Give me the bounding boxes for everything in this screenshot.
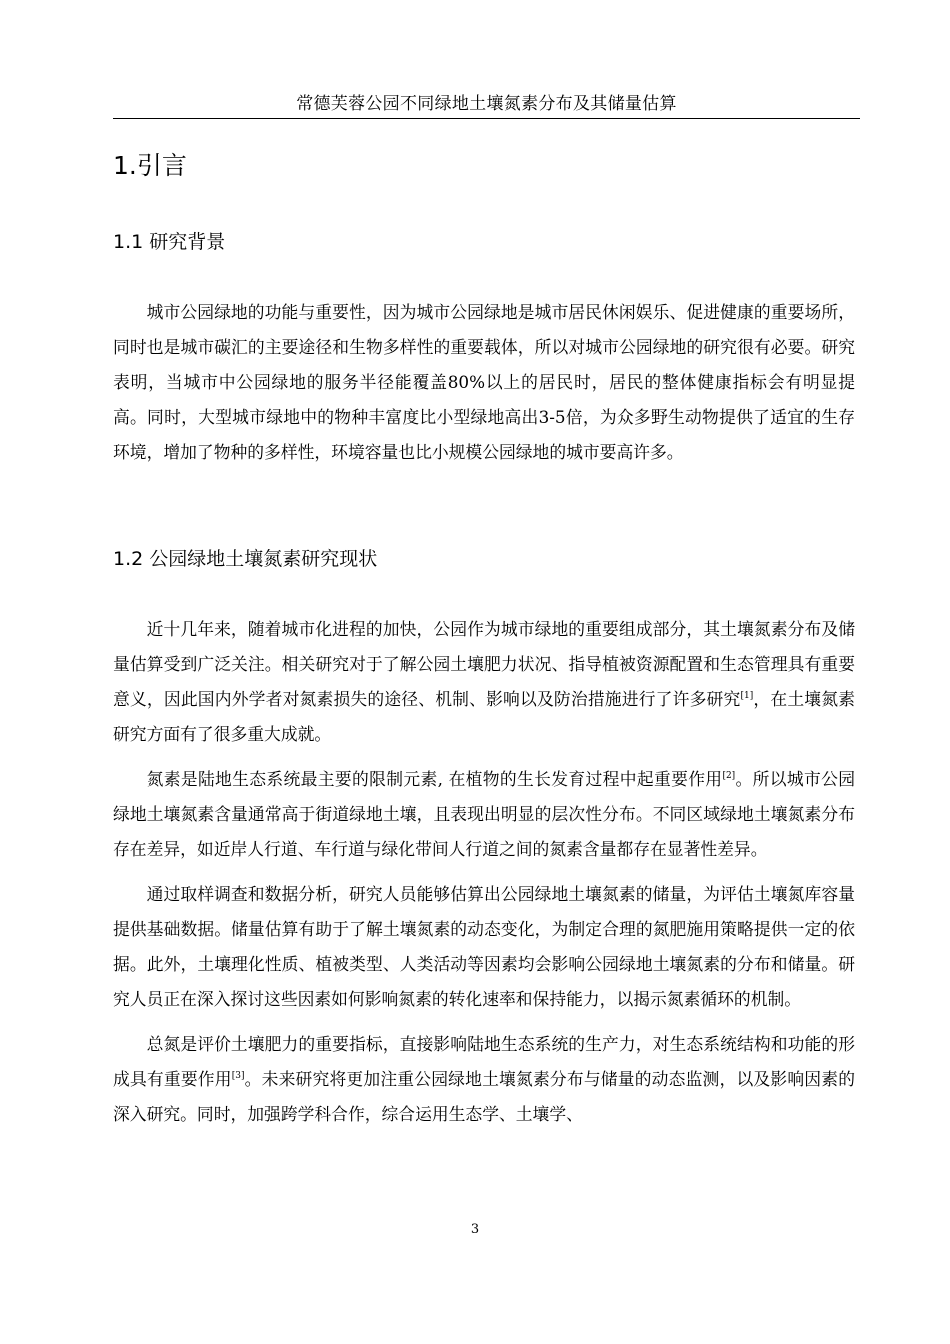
subsection-heading-research-status: 1.2 公园绿地土壤氮素研究现状 — [113, 548, 378, 570]
subsection-heading-background: 1.1 研究背景 — [113, 231, 226, 253]
paragraph: 近十几年来，随着城市化进程的加快，公园作为城市绿地的重要组成部分，其土壤氮素分布及储量估算受到广泛关注。相关研究对于了解公园土壤肥力状况、指导植被资源配置和生态管理具有重要意义，因此国内外学者对氮素损失的途径、机制、影响以及防治措施进行了许多研究[1]，在土壤氮素研究方面有了很多重大成就。 — [113, 619, 855, 744]
citation: [2] — [722, 771, 736, 781]
citation: [1] — [740, 691, 754, 701]
research-status-section-body — [113, 612, 855, 1132]
citation: [3] — [231, 1071, 245, 1081]
paragraph: 通过取样调查和数据分析，研究人员能够估算出公园绿地土壤氮素的储量，为评估土壤氮库容量提供基础数据。储量估算有助于了解土壤氮素的动态变化，为制定合理的氮肥施用策略提供一定的依据。此外，土壤理化性质、植被类型、人类活动等因素均会影响公园绿地土壤氮素的分布和储量。研究人员正在深入探讨这些因素如何影响氮素的转化速率和保持能力，以揭示氮素循环的机制。 — [113, 884, 855, 1009]
section-heading-introduction: 1.引言 — [113, 151, 187, 180]
paragraph: 氮素是陆地生态系统最主要的限制元素, 在植物的生长发育过程中起重要作用[2]。所以城市公园绿地土壤氮素含量通常高于街道绿地土壤，且表现出明显的层次性分布。不同区域绿地土壤氮素分布存在差异，如近岸人行道、车行道与绿化带间人行道之间的氮素含量都存在显著性差异。 — [113, 769, 855, 859]
paragraph: 总氮是评价土壤肥力的重要指标，直接影响陆地生态系统的生产力，对生态系统结构和功能的形成具有重要作用[3]。未来研究将更加注重公园绿地土壤氮素分布与储量的动态监测，以及影响因素的深入研究。同时，加强跨学科合作，综合运用生态学、土壤学、 — [113, 1034, 855, 1124]
background-section-body — [113, 295, 855, 470]
running-header: 常德芙蓉公园不同绿地土壤氮素分布及其储量估算 — [113, 92, 860, 119]
page-number: 3 — [470, 1222, 480, 1237]
paragraph: 城市公园绿地的功能与重要性，因为城市公园绿地是城市居民休闲娱乐、促进健康的重要场所，同时也是城市碳汇的主要途径和生物多样性的重要载体，所以对城市公园绿地的研究很有必要。研究表明，当城市中公园绿地的服务半径能覆盖80%以上的居民时，居民的整体健康指标会有明显提高。同时，大型城市绿地中的物种丰富度比小型绿地高出3-5倍，为众多野生动物提供了适宜的生存环境，增加了物种的多样性，环境容量也比小规模公园绿地的城市要高许多。 — [113, 302, 855, 462]
